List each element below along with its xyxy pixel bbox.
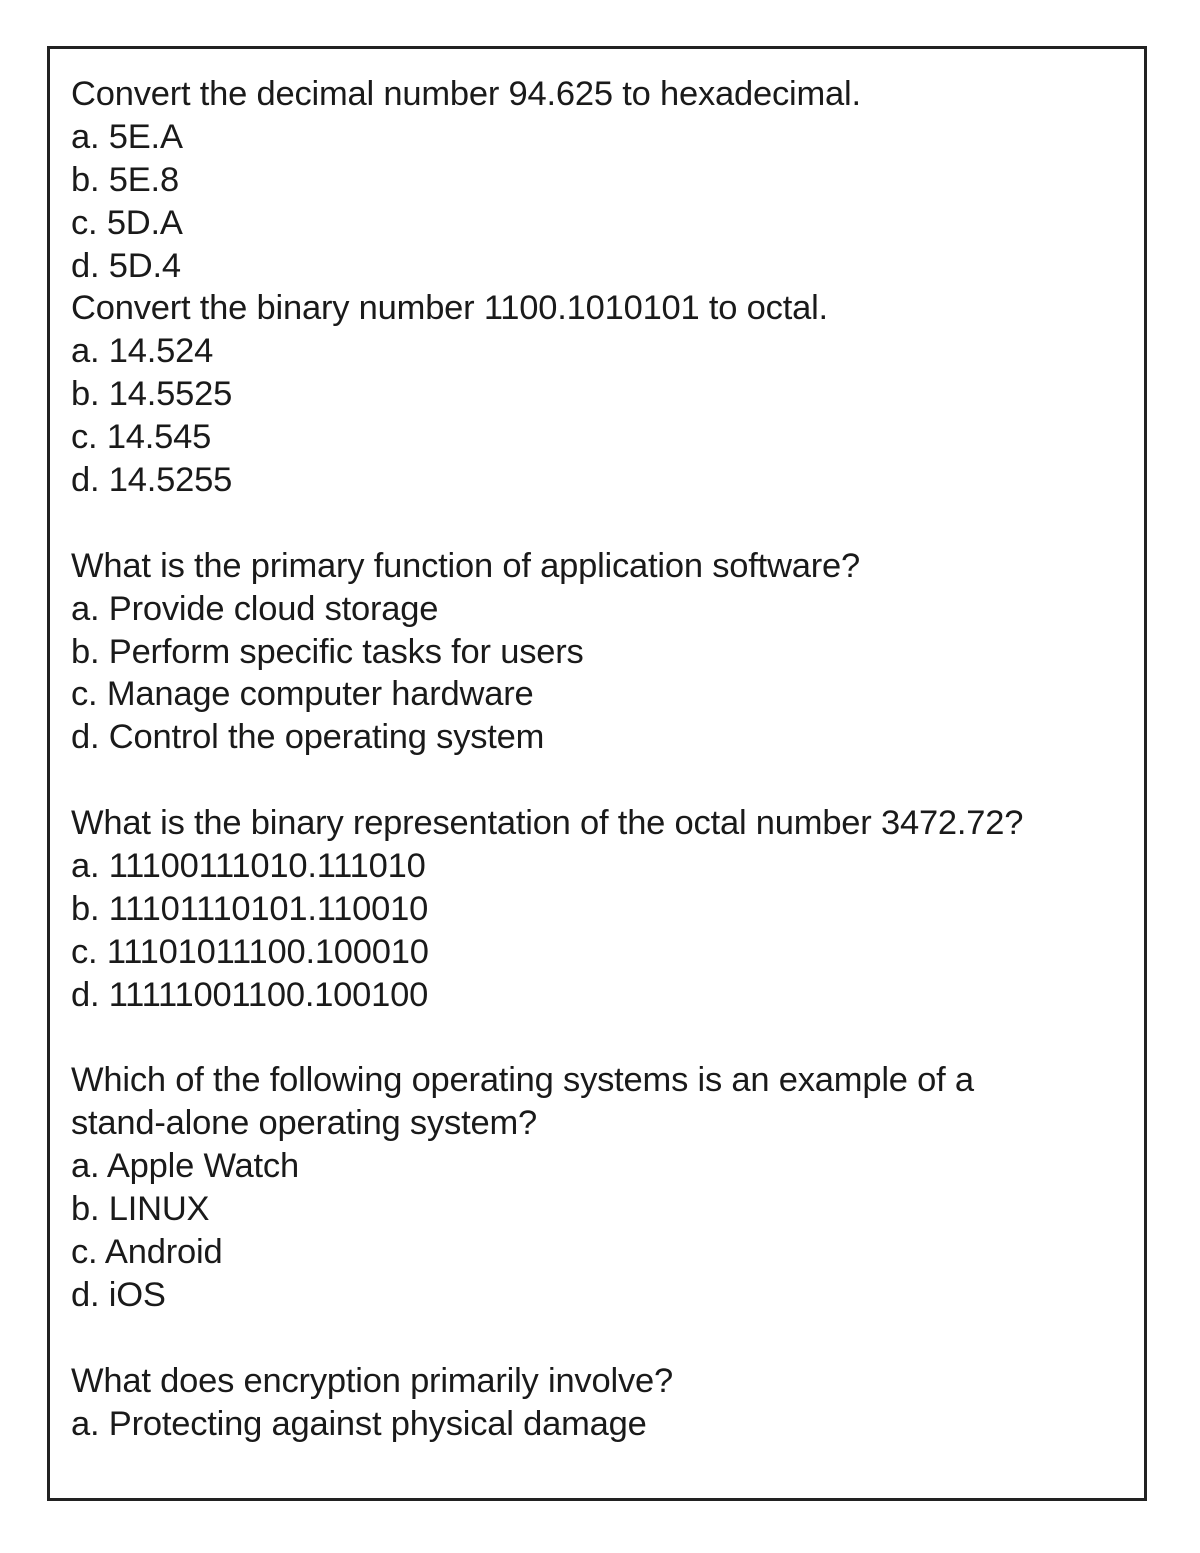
option-a: a. 5E.A	[71, 117, 183, 156]
question-block	[71, 287, 1131, 501]
question-text: Convert the binary number 1100.1010101 to octal.	[71, 289, 828, 328]
option-c: c. 5D.A	[71, 203, 183, 242]
question-block	[71, 802, 1131, 1016]
option-c: c. 14.545	[71, 418, 212, 457]
question-text: What does encryption primarily involve?	[71, 1361, 673, 1400]
question-text-continued: stand-alone operating system?	[71, 1104, 537, 1143]
question-text: Which of the following operating systems is an example of a	[71, 1061, 974, 1100]
spacer	[71, 1017, 1131, 1060]
option-c: c. Manage computer hardware	[71, 675, 534, 714]
option-b: b. 14.5525	[71, 375, 233, 414]
question-block	[71, 545, 1131, 759]
option-a: a. Apple Watch	[71, 1147, 299, 1186]
option-d: d. 5D.4	[71, 246, 181, 285]
question-list	[71, 73, 1131, 1446]
spacer	[71, 759, 1131, 802]
question-text: Convert the decimal number 94.625 to hexadecimal.	[71, 75, 861, 113]
option-b: b. 5E.8	[71, 160, 179, 199]
option-a: a. 14.524	[71, 332, 214, 371]
question-block	[71, 73, 1131, 287]
question-block	[71, 1360, 1131, 1446]
question-text: What is the primary function of application software?	[71, 546, 861, 585]
question-block	[71, 1059, 1131, 1316]
option-d: d. 11111001100.100100	[71, 975, 429, 1014]
option-c: c. 11101011100.100010	[71, 932, 429, 971]
option-b: b. LINUX	[71, 1190, 210, 1229]
question-text: What is the binary representation of the octal number 3472.72?	[71, 804, 1024, 843]
option-b: b. Perform specific tasks for users	[71, 632, 584, 671]
option-a: a. Protecting against physical damage	[71, 1404, 647, 1443]
spacer	[71, 1317, 1131, 1360]
option-b: b. 11101110101.110010	[71, 889, 429, 928]
spacer	[71, 502, 1131, 545]
option-d: d. Control the operating system	[71, 718, 545, 757]
option-c: c. Android	[71, 1233, 223, 1272]
option-a: a. 11100111010.111010	[71, 847, 426, 886]
option-a: a. Provide cloud storage	[71, 589, 439, 628]
option-d: d. 14.5255	[71, 461, 233, 500]
option-d: d. iOS	[71, 1275, 166, 1314]
